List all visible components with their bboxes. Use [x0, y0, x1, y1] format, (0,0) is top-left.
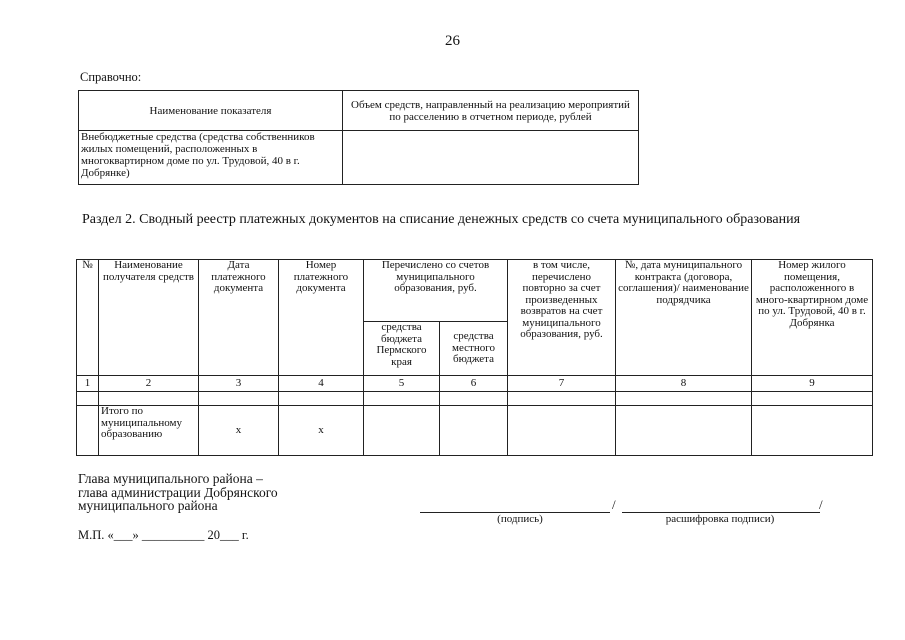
registry-table [76, 259, 873, 456]
total-doc-date: х [199, 406, 279, 456]
signatory-title [78, 472, 278, 513]
reference-row-indicator: Внебюджетные средства (средства собственников жилых помещений, расположенных в многоквартирном доме по ул. Трудовой, 40 в г. Добрянке) [79, 131, 343, 185]
header-premises: Номер жилого помещения, расположенного в много-квартирном доме по ул. Трудовой, 40 в г. Добрянка [752, 260, 873, 376]
column-number: 3 [199, 376, 279, 392]
header-local-budget: средства местного бюджета [440, 322, 508, 376]
reference-row-volume [343, 131, 639, 185]
total-doc-number: х [279, 406, 364, 456]
signatory-title-line: глава администрации Добрянского [78, 484, 278, 500]
reference-label: Справочно: [80, 70, 142, 84]
header-recipient: Наименование получателя средств [99, 260, 199, 376]
signature-caption: (подпись) [497, 513, 543, 525]
column-number: 5 [364, 376, 440, 392]
signature-slash: / [612, 497, 616, 512]
page-number: 26 [445, 33, 460, 49]
decode-line [622, 498, 820, 513]
reference-header-indicator: Наименование показателя [79, 91, 343, 131]
signatory-title-line: муниципального района [78, 498, 218, 513]
column-number: 2 [99, 376, 199, 392]
header-returned: в том числе, перечислено повторно за счет произведенных возвратов на счет муниципального образования, руб. [508, 260, 616, 376]
column-number: 6 [440, 376, 508, 392]
signature-line [420, 498, 610, 513]
stamp-date-line: М.П. «___» __________ 20___ г. [78, 528, 249, 542]
column-number: 9 [752, 376, 873, 392]
decode-caption: расшифровка подписи) [665, 513, 775, 525]
column-number: 7 [508, 376, 616, 392]
header-doc-number: Номер платежного документа [279, 260, 364, 376]
column-number: 8 [616, 376, 752, 392]
header-contract: №, дата муниципального контракта (договора, соглашения)/ наименование подрядчика [616, 260, 752, 376]
header-transferred: Перечислено со счетов муниципального образования, руб. [364, 260, 508, 322]
header-regional-budget: средства бюджета Пермского края [364, 322, 440, 376]
header-doc-date: Дата платежного документа [199, 260, 279, 376]
column-number: 1 [77, 376, 99, 392]
decode-slash: / [819, 497, 823, 512]
section-title: Раздел 2. Сводный реестр платежных документов на списание денежных средств со счета муниципального образования [82, 212, 801, 227]
header-no: № [77, 260, 99, 376]
reference-header-volume: Объем средств, направленный на реализацию мероприятий по расселению в отчетном периоде, рублей [343, 91, 639, 131]
table-row-total [77, 406, 873, 456]
table-row-empty [77, 392, 873, 406]
reference-table [78, 90, 639, 185]
signatory-title-line: Глава муниципального района – [78, 471, 263, 486]
total-label: Итого по муниципальному образованию [99, 406, 199, 456]
column-number: 4 [279, 376, 364, 392]
